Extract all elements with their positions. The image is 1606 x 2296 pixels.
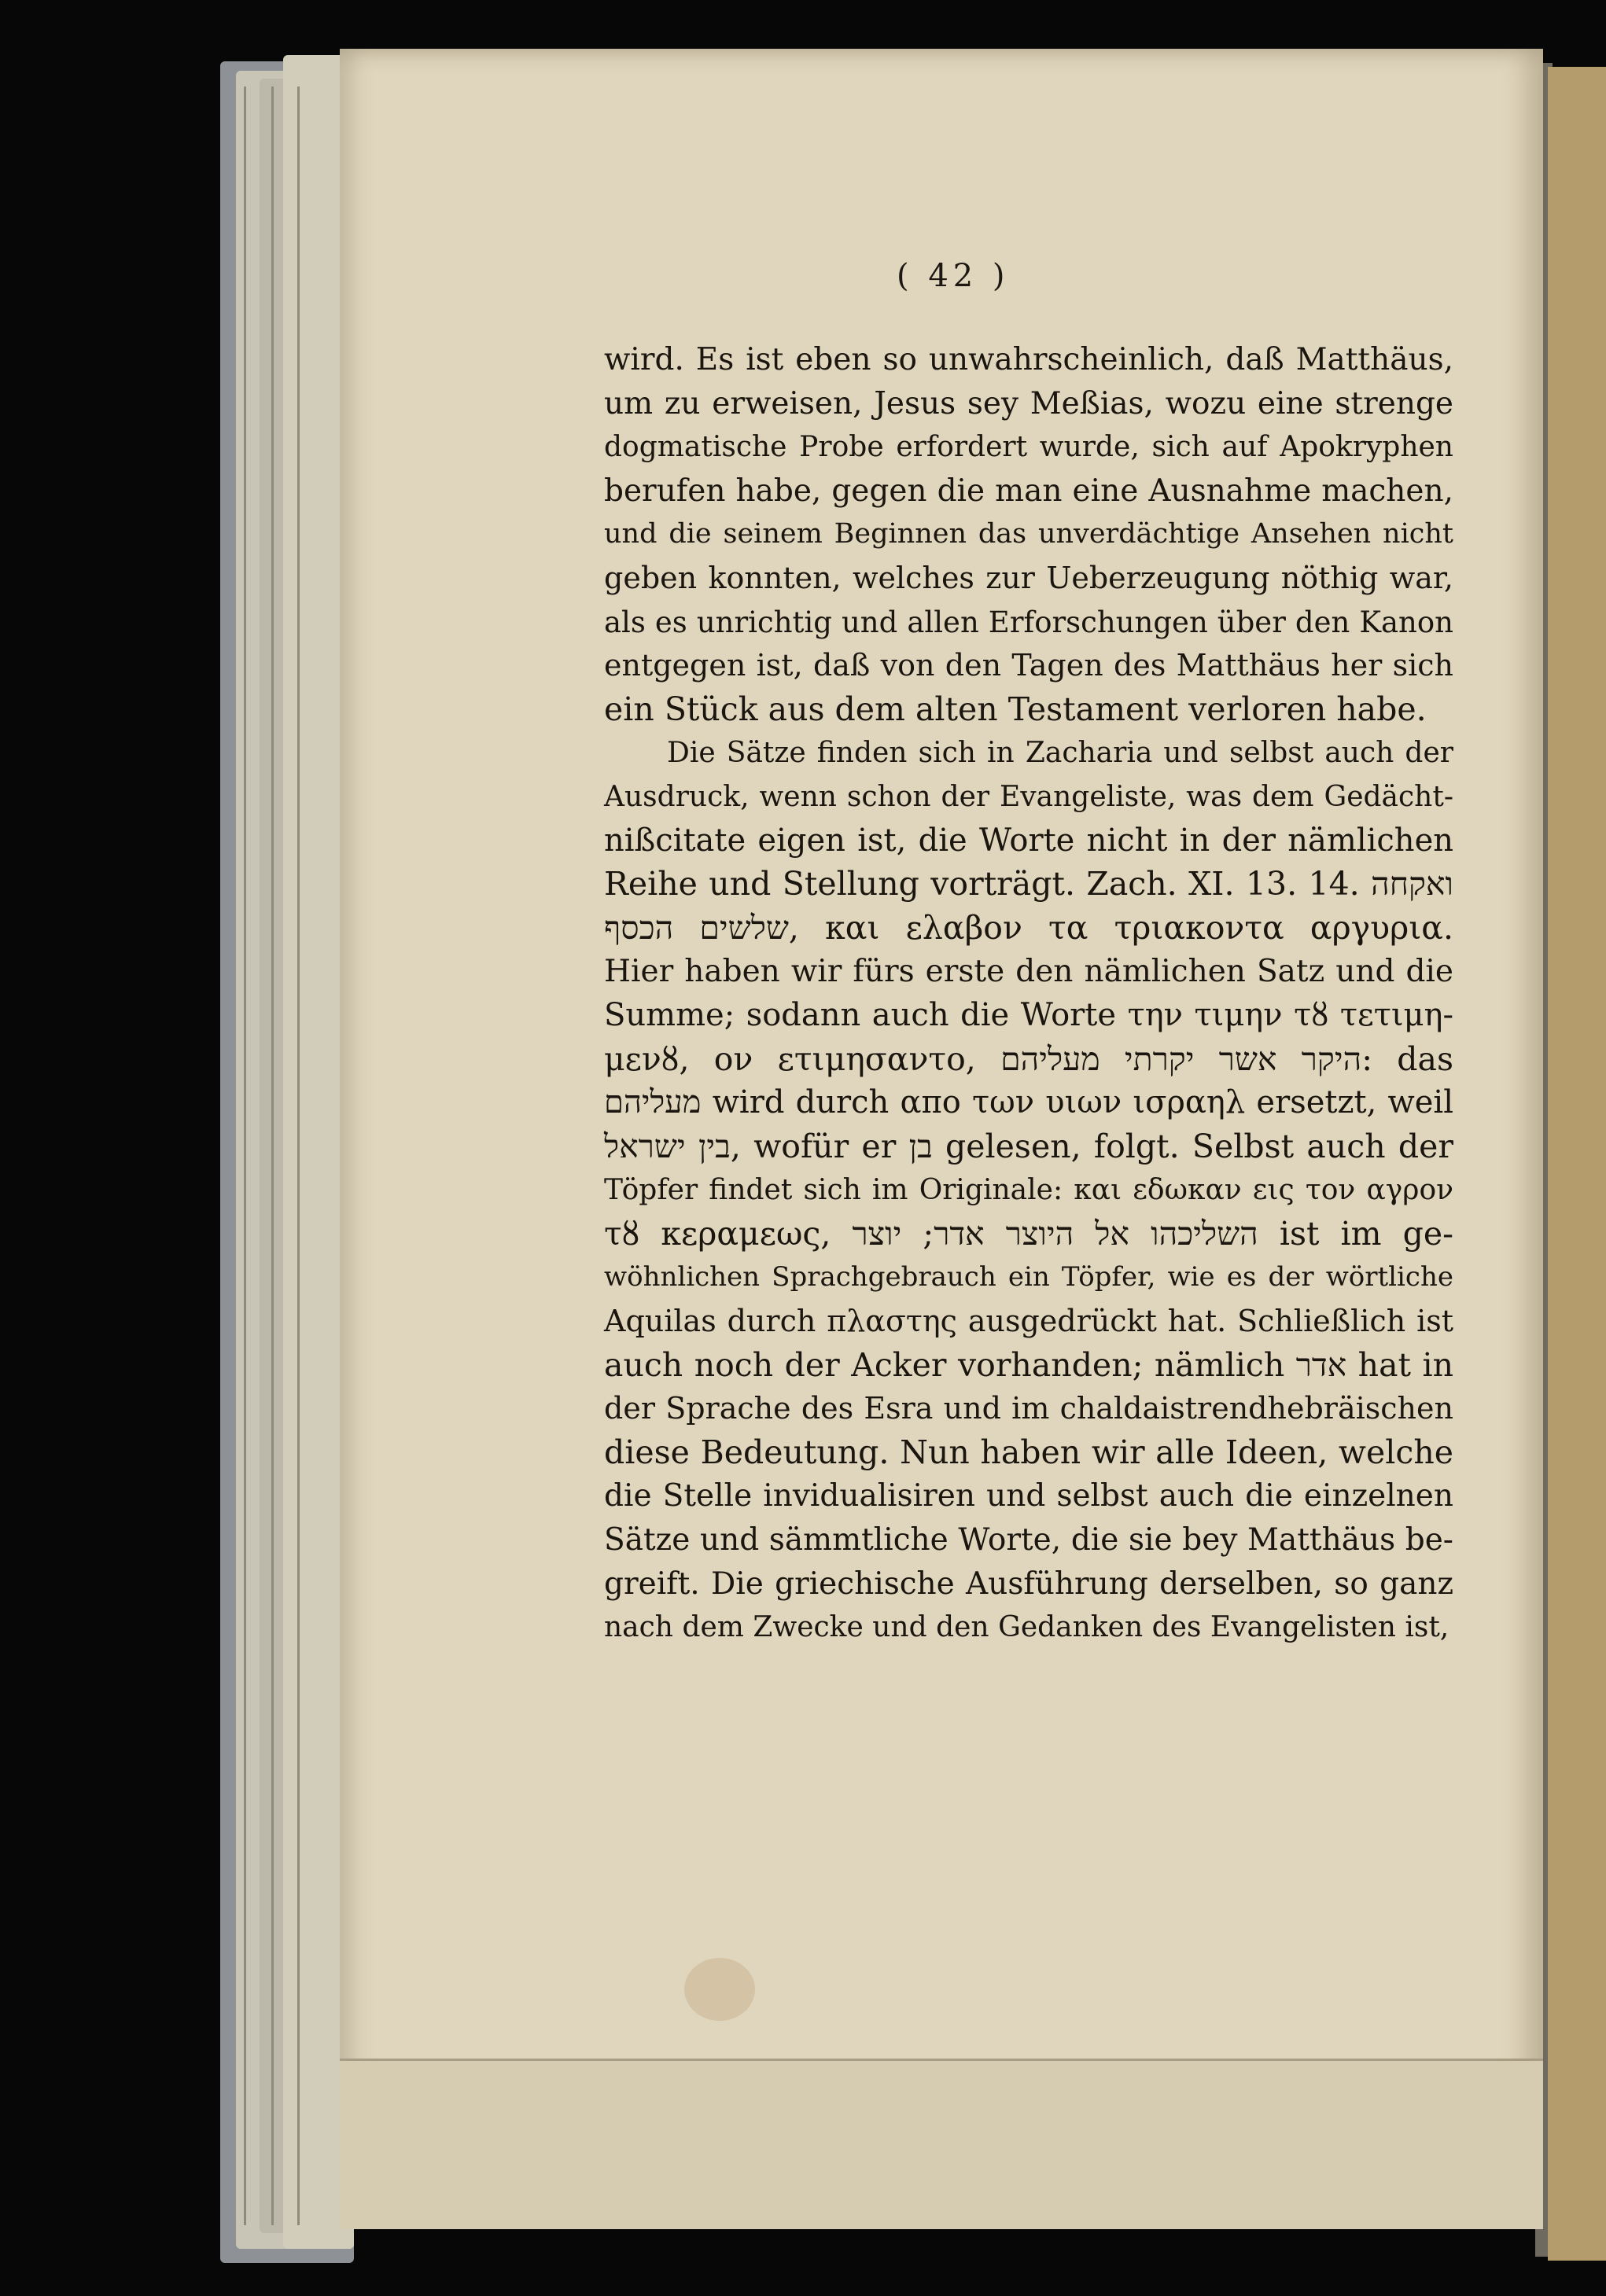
- page-body-text: [604, 338, 1453, 1650]
- page-edge-line: [297, 86, 300, 2225]
- text-line: auch noch der Acker vorhanden; nämlich אדר hat in: [604, 1345, 1453, 1384]
- text-line: diese Bedeutung. Nun haben wir alle Ideen, welche: [604, 1433, 1453, 1471]
- text-line: Ausdruck, wenn schon der Evangeliste, was dem Gedächt-: [604, 780, 1453, 813]
- text-line: die Stelle invidualisiren und selbst auch die einzelnen: [604, 1478, 1453, 1514]
- text-line: dogmatische Probe erfordert wurde, sich auf Apokryphen: [604, 431, 1453, 464]
- page-number: ( 42 ): [897, 258, 1010, 294]
- paper-stain: [684, 1958, 755, 2021]
- text-line: geben konnten, welches zur Ueberzeugung nöthig war,: [604, 560, 1453, 595]
- facing-page-sliver: [1548, 67, 1606, 2261]
- text-line: entgegen ist, daß von den Tagen des Matthäus her sich: [604, 648, 1453, 683]
- text-line: מעליהם wird durch απο των υιων ισραηλ ersetzt, weil: [604, 1084, 1453, 1121]
- text-line: wird. Es ist eben so unwahrscheinlich, daß Matthäus,: [604, 342, 1453, 377]
- text-line: Töpfer findet sich im Originale: και εδωκαν εις τον αγρον: [604, 1174, 1453, 1207]
- text-line: μενȣ, ον ετιμησαντο, היקר אשר יקרתי מעליהם: das: [604, 1039, 1453, 1078]
- text-line: als es unrichtig und allen Erforschungen über den Kanon: [604, 605, 1453, 639]
- text-line: der Sprache des Esra und im chaldaistrendhebräischen: [604, 1391, 1453, 1426]
- text-line: τȣ κεραμεως, השליכהו אל היוצר אדר; יוצר ist im ge-: [604, 1214, 1453, 1253]
- text-line: שלשים הכסף, και ελαβον τα τριακοντα αργυρια.: [604, 908, 1453, 947]
- text-line: und die seinem Beginnen das unverdächtige Ansehen nicht: [604, 518, 1453, 550]
- text-line: berufen habe, gegen die man eine Ausnahme machen,: [604, 473, 1453, 509]
- text-line: Sätze und sämmtliche Worte, die sie bey Matthäus be-: [604, 1522, 1453, 1558]
- text-line: בין ישראל, wofür er בן gelesen, folgt. Selbst auch der: [604, 1127, 1453, 1165]
- text-line: Summe; sodann auch die Worte την τιμην τȣ τετιμη-: [604, 996, 1453, 1033]
- text-line: ein Stück aus dem alten Testament verloren habe.: [604, 690, 1427, 728]
- text-line: Hier haben wir fürs erste den nämlichen Satz und die: [604, 954, 1453, 990]
- text-line: greift. Die griechische Ausführung derselben, so ganz: [604, 1566, 1453, 1602]
- page-fold-band: [340, 2059, 1543, 2229]
- text-line: nach dem Zwecke und den Gedanken des Evangelisten ist,: [604, 1611, 1449, 1644]
- text-line: Die Sätze finden sich in Zacharia und selbst auch der: [667, 737, 1453, 770]
- text-line: wöhnlichen Sprachgebrauch ein Töpfer, wie es der wörtliche: [604, 1261, 1453, 1293]
- text-line: Reihe und Stellung vorträgt. Zach. XI. 13. 14. ואקחה: [604, 865, 1453, 903]
- text-line: um zu erweisen, Jesus sey Meßias, wozu eine strenge: [604, 385, 1453, 421]
- page-edge-line: [244, 86, 246, 2225]
- page-edge-line: [271, 86, 274, 2225]
- text-line: Aquilas durch πλαστης ausgedrückt hat. Schließlich ist: [604, 1304, 1453, 1339]
- text-line: nißcitate eigen ist, die Worte nicht in der nämlichen: [604, 822, 1453, 859]
